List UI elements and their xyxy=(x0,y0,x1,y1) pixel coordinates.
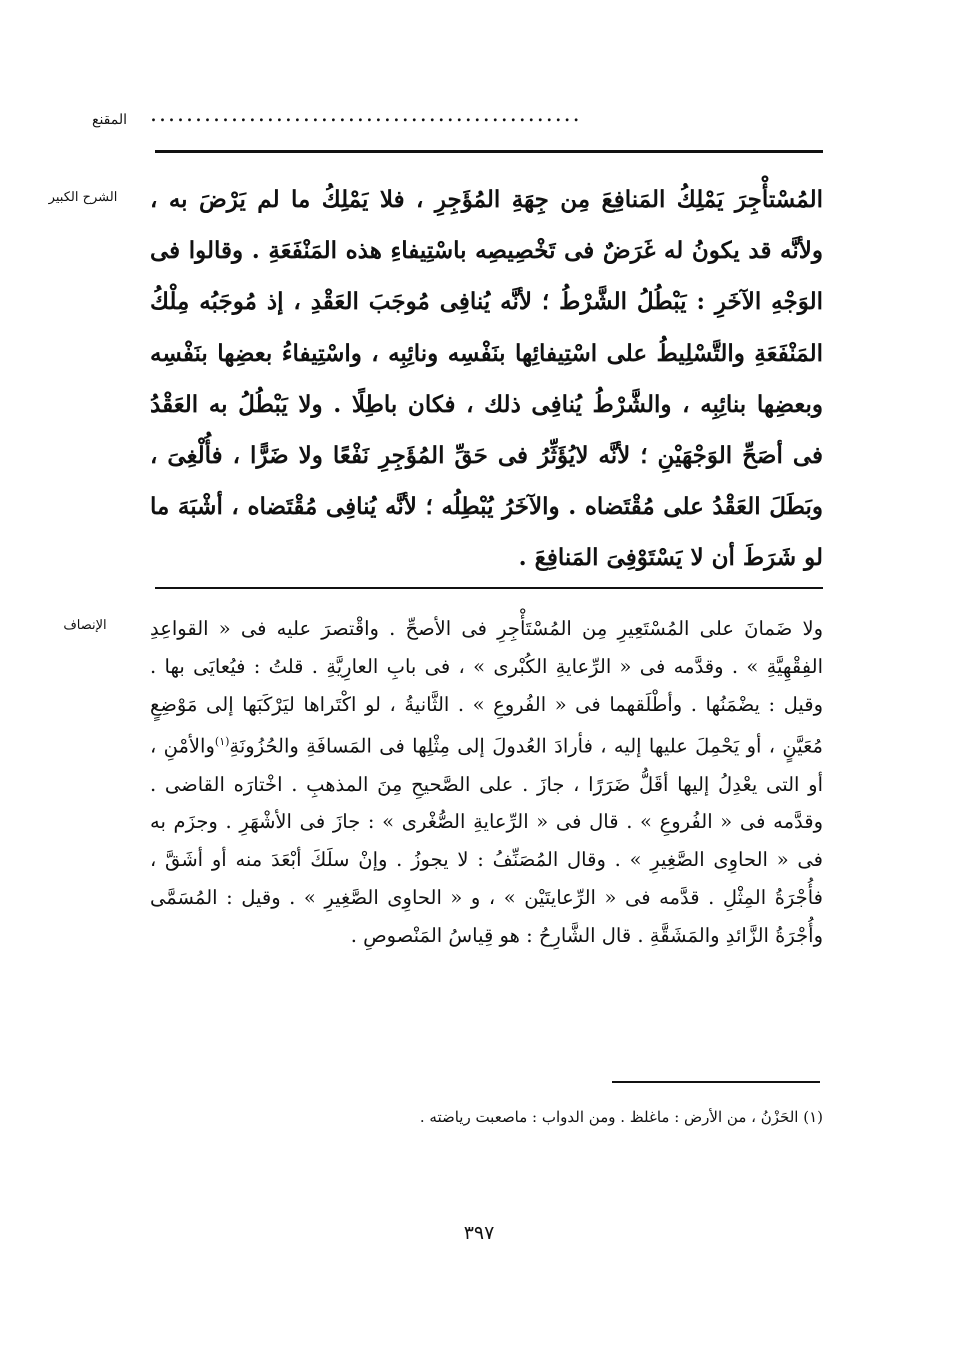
insaf-text-part-1: ولا ضَمانَ على المُسْتَعِيرِ مِن المُسْتَأْجِرِ فى الأصحِّ . واقْتصرَ عليه فى « القواعِدِ الفِقْهِيَّةِ » . وقدَّمه فى « الرِّعايةِ الكُبْرى » ، فى بابِ العارِيَّةِ . قلتُ : فيُعايَى بها . وقيل : يضْمَنُها . وأطْلَقهما فى « الفُروعِ » . الثَّانيةُ ، لو اكْتَراها ليَرْكَبَها إلى مَوْضِعٍ مُعَيَّنٍ ، أو يَحْمِلَ عليها إليه ، فأرادَ العُدولَ إلى مِثْلِها فى المَسافَةِ والحُزُونَةِ xyxy=(150,617,823,758)
header-rule xyxy=(155,150,823,153)
sharh-body-text xyxy=(150,174,823,584)
sharh-side-label: الشرح الكبير xyxy=(48,190,118,205)
running-header-dotted-leader: ................................................ xyxy=(150,104,582,126)
sharh-paragraph: المُسْتأْجِرَ يَمْلِكُ المَنافِعَ مِن جِهَةِ المُؤَجِرِ ، فلا يَمْلِكُ ما لم يَرْضَ به ، ولأنَّه قد يكونُ له غَرَضٌ فى تَخْصِيصِه باسْتِيفاءِ هذه المَنْفَعَةِ . وقالوا فى الوَجْهِ الآخَرِ : يَبْطُلُ الشَّرْطُ ؛ لأنَّه يُنافِى مُوجَبَ العَقْدِ ، إذ مُوجَبُه مِلْكُ المَنْفَعَةِ والتَّسْلِيطُ على اسْتِيفائِها بنَفْسِه ونائِبِه ، واسْتِيفاءُ بعضِها بنَفْسِه وبعضِها بنائِبِه ، والشَّرْطُ يُنافِى ذلك ، فكان باطِلًا . ولا يَبْطُلُ به العَقْدُ فى أصَحِّ الوَجْهَيْنِ ؛ لأنَّه لايُؤَثِّرُ فى حَقِّ المُؤَجِرِ نَفْعًا ولا ضَرًّا ، فأُلْغِىَ ، وبَطَلَ العَقْدُ على مُقْتَضاه . والآخَرُ يُبْطِلُه ؛ لأنَّه يُنافِى مُقْتَضاه ، أشْبَهَ ما لو شَرَطَ أن لا يَسْتَوْفِىَ المَنافِعَ . xyxy=(150,186,823,572)
insaf-paragraph xyxy=(150,610,823,955)
insaf-text-part-2: والأمْنِ ، أو التى يعْدِلُ إليها أقَلُّ ضَرَرًا ، جازَ . على الصَّحيحِ مِنَ المذهبِ . اخْتارَه القاضى . وقدَّمه فى « الفُروعِ » . قال فى « الرِّعايةِ الصُّغْرى » : جازَ فى الأشْهَرِ . وجزَم به فى « الحاوِى الصَّغِيرِ » . وقال المُصَنِّفُ : لا يجوزُ . وإنْ سلَكَ أبْعَدَ منه أو أشَقَّ ، فأُجْرَةُ المِثْلِ . قدَّمه فى « الرِّعايتَيْن » ، و « الحاوِى الصَّغِيرِ » . وقيل : المُسَمَّى وأُجْرَةُ الزَّائدِ والمَشَقَّةِ . قال الشَّارِحُ : هو قِياسُ المَنْصوصِ . xyxy=(150,734,823,947)
footnote-text: (١) الحَزْنُ ، من الأرض : ماغلظ . ومن الدواب : ماصعبت رياضته . xyxy=(419,1108,823,1126)
footnote-marker: (١) xyxy=(214,735,230,749)
insaf-side-label: الإنصاف xyxy=(63,618,107,633)
section-divider xyxy=(155,587,823,589)
insaf-body-text xyxy=(150,610,823,955)
running-header-book-title: المقنع xyxy=(92,112,128,128)
footnote-rule xyxy=(612,1081,820,1083)
page-number: ٣٩٧ xyxy=(463,1222,495,1244)
